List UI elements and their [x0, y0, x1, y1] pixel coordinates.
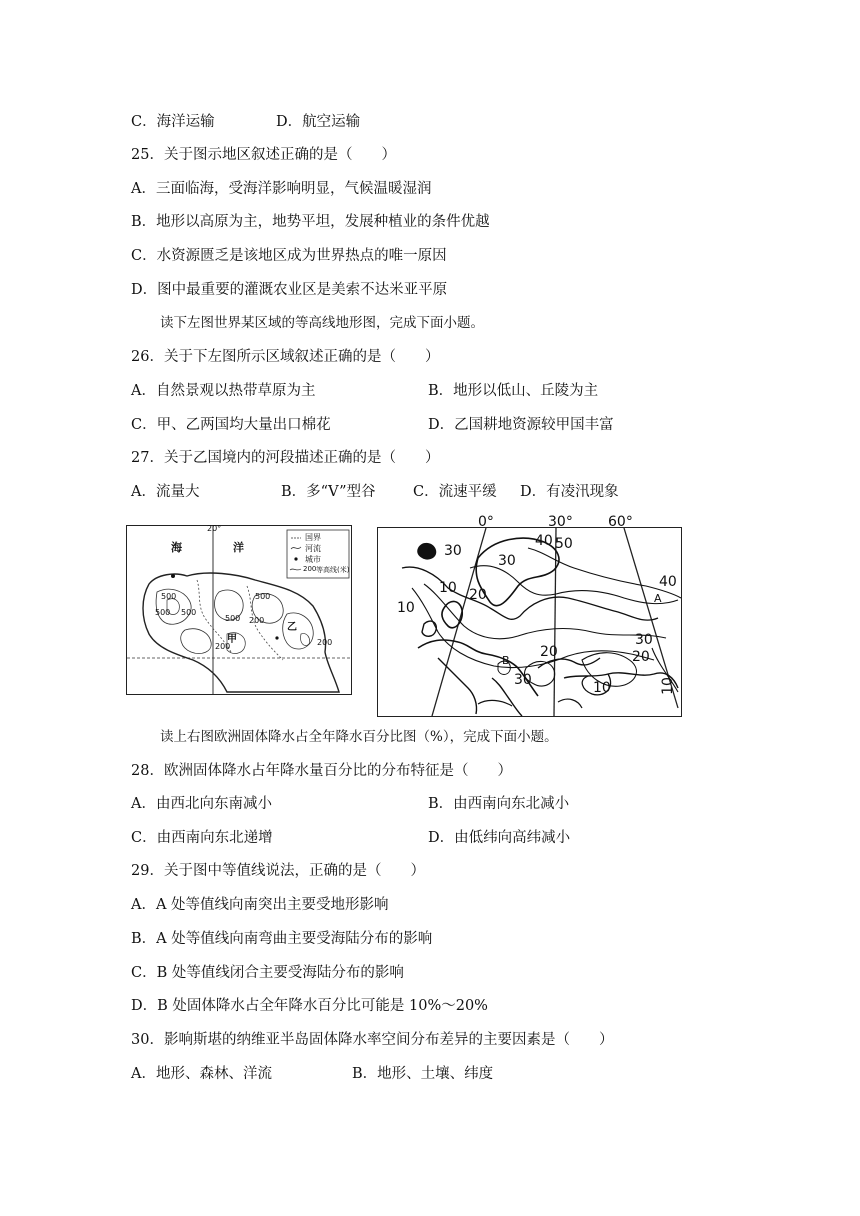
q29-option-d: D．B 处固体降水占全年降水百分比可能是 10%～20%: [131, 998, 488, 1014]
q25-option-c: C．水资源匮乏是该地区成为世界热点的唯一原因: [131, 248, 447, 264]
point-a-label: A: [654, 592, 662, 605]
contour-label: 200: [249, 616, 265, 625]
contour-label: 500: [161, 592, 177, 601]
q30-option-b: B．地形、土壤、纬度: [352, 1066, 494, 1082]
isoline-label: 10: [659, 677, 676, 695]
q26-option-a: A．自然景观以热带草原为主: [131, 383, 316, 399]
country-jia-label: 甲: [227, 634, 237, 645]
q28-option-a: A．由西北向东南减小: [131, 796, 272, 812]
legend-contour-sample: 200: [303, 565, 317, 573]
isoline-label: 40: [659, 574, 677, 590]
isoline-label: 50: [555, 536, 573, 552]
isoline-label: 40: [535, 533, 553, 549]
intro-europe-map: 读上右图欧洲固体降水占全年降水百分比图（%），完成下面小题。: [160, 729, 558, 745]
q27-option-c: C．流速平缓: [413, 484, 497, 500]
q28-option-c: C．由西南向东北递增: [131, 830, 273, 846]
legend-border: 国界: [305, 533, 321, 542]
contour-map-figure: [126, 525, 352, 695]
longitude-label: 60°: [608, 514, 633, 530]
longitude-label: 30°: [548, 514, 573, 530]
q29-option-b: B．A 处等值线向南弯曲主要受海陆分布的影响: [131, 931, 433, 947]
country-yi-label: 乙: [287, 622, 297, 633]
contour-label: 200: [215, 642, 231, 651]
isoline-label: 30: [498, 553, 516, 569]
q25-option-a: A．三面临海，受海洋影响明显，气候温暖湿润: [131, 181, 432, 197]
isoline-label: 10: [439, 580, 457, 596]
legend-city: 城市: [305, 555, 321, 564]
longitude-label: 0°: [478, 514, 494, 530]
q27-stem: 27．关于乙国境内的河段描述正确的是（ ）: [131, 450, 440, 466]
intro-contour-map: 读下左图世界某区域的等高线地形图，完成下面小题。: [160, 315, 484, 331]
q26-option-b: B．地形以低山、丘陵为主: [428, 383, 599, 399]
sea-label-1: 海: [171, 541, 182, 554]
isoline-label: 30: [444, 543, 462, 559]
q27-option-a: A．流量大: [131, 484, 200, 500]
point-b-label: B: [502, 654, 510, 667]
q30-stem: 30．影响斯堪的纳维亚半岛固体降水率空间分布差异的主要因素是（ ）: [131, 1032, 614, 1048]
q28-stem: 28．欧洲固体降水占年降水量百分比的分布特征是（ ）: [131, 763, 512, 779]
q26-option-c: C．甲、乙两国均大量出口棉花: [131, 417, 331, 433]
q25-stem: 25．关于图示地区叙述正确的是（ ）: [131, 147, 396, 163]
isoline-label: 30: [514, 672, 532, 688]
isoline-label: 30: [635, 632, 653, 648]
contour-label: 200: [317, 638, 333, 647]
contour-label: 500: [181, 608, 197, 617]
legend-contour: 等高线(米): [316, 566, 350, 574]
q27-option-b: B．多“V”型谷: [281, 484, 376, 500]
isoline-label: 20: [632, 649, 650, 665]
q25-option-b: B．地形以高原为主，地势平坦，发展种植业的条件优越: [131, 214, 490, 230]
q26-option-d: D．乙国耕地资源较甲国丰富: [428, 417, 614, 433]
q29-stem: 29．关于图中等值线说法，正确的是（ ）: [131, 863, 425, 879]
contour-label: 500: [255, 592, 271, 601]
q25-option-d: D．图中最重要的灌溉农业区是美索不达米亚平原: [131, 282, 448, 298]
q24-option-d: D．航空运输: [276, 114, 361, 130]
isoline-label: 10: [397, 600, 415, 616]
q26-stem: 26．关于下左图所示区域叙述正确的是（ ）: [131, 349, 440, 365]
q28-option-d: D．由低纬向高纬减小: [428, 830, 571, 846]
q27-option-d: D．有凌汛现象: [520, 484, 619, 500]
sea-label-2: 洋: [233, 541, 244, 554]
isoline-label: 20: [469, 587, 487, 603]
q28-option-b: B．由西南向东北减小: [428, 796, 570, 812]
longitude-label: 20°: [207, 524, 222, 533]
q30-option-a: A．地形、森林、洋流: [131, 1066, 272, 1082]
q29-option-a: A．A 处等值线向南突出主要受地形影响: [131, 897, 389, 913]
europe-precip-map-figure: [377, 514, 682, 717]
isoline-label: 10: [593, 680, 611, 696]
contour-label: 500: [155, 608, 171, 617]
isoline-label: 20: [540, 644, 558, 660]
contour-label: 500: [225, 614, 241, 623]
q24-option-c: C．海洋运输: [131, 114, 215, 130]
legend-river: 河流: [305, 544, 321, 553]
q29-option-c: C．B 处等值线闭合主要受海陆分布的影响: [131, 965, 404, 981]
